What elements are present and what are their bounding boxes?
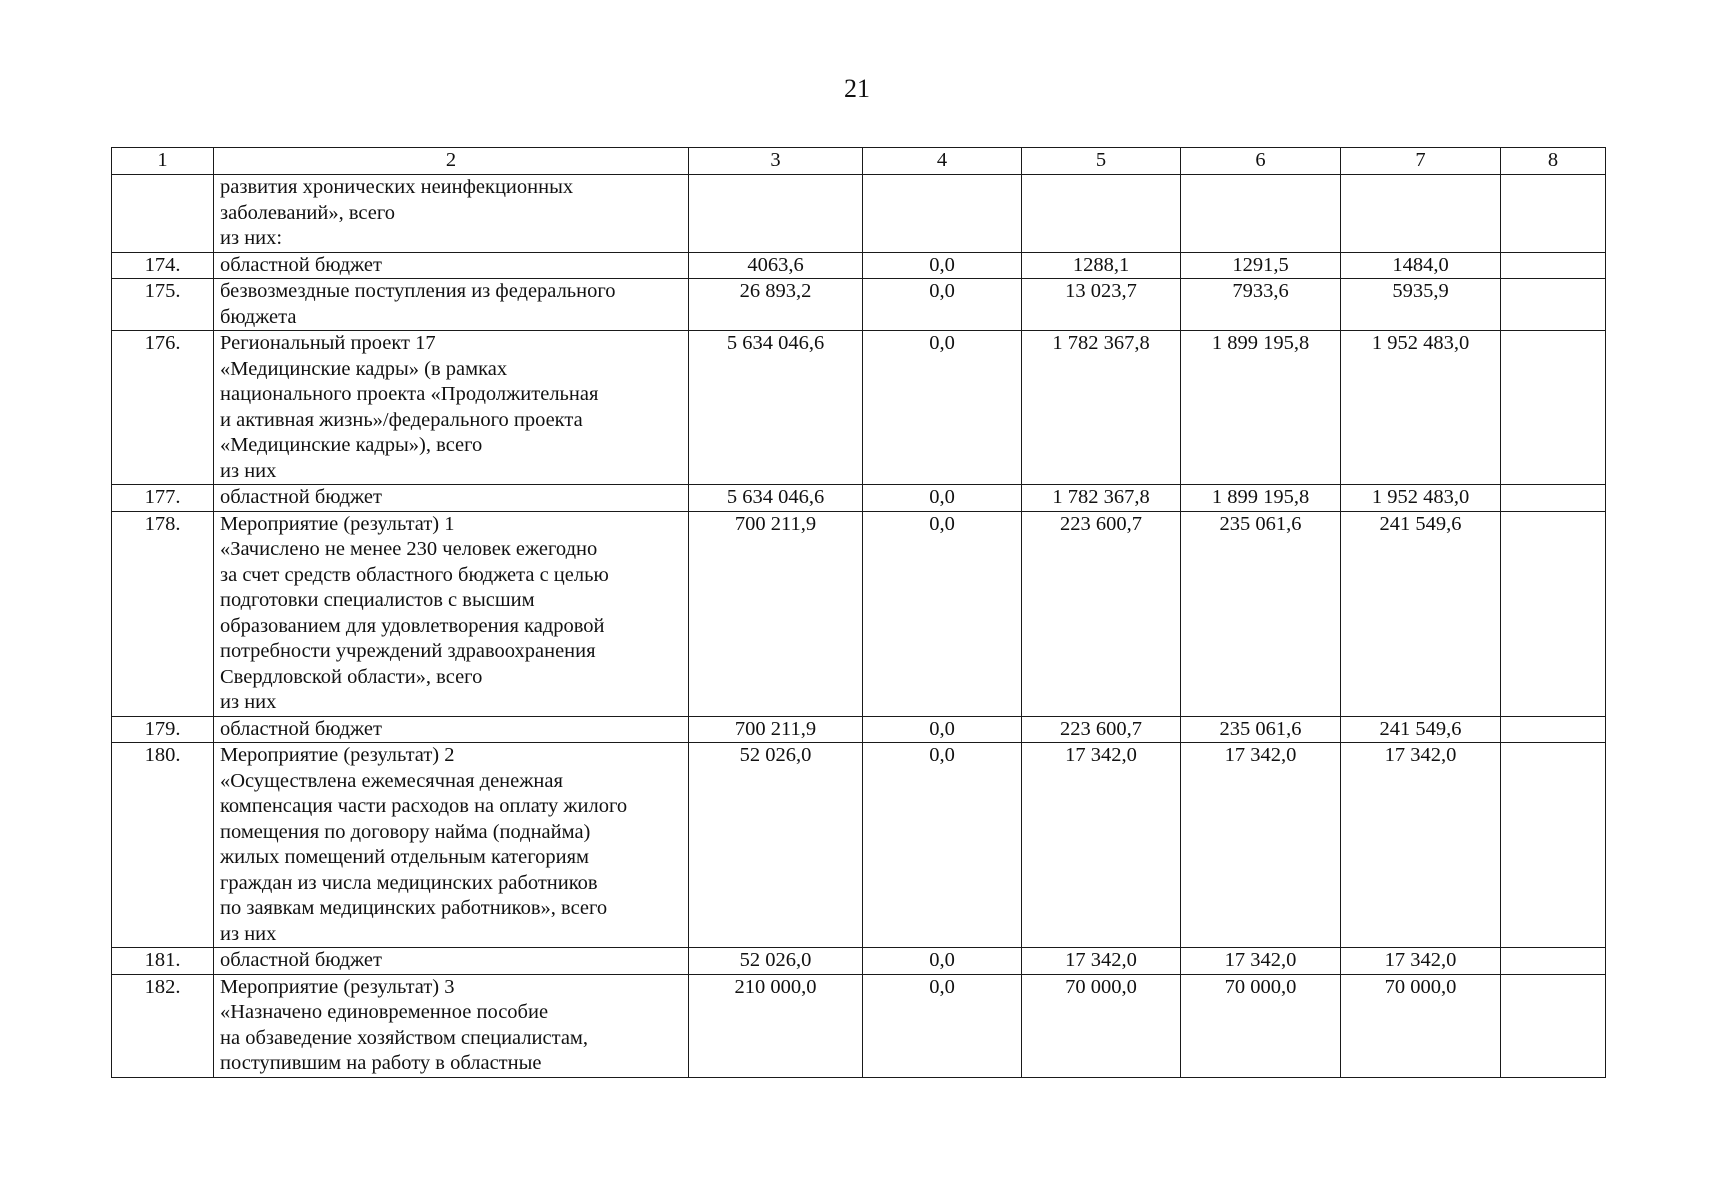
cell-col8 [1501, 331, 1606, 485]
row-number: 175. [112, 279, 214, 331]
cell-col4: 0,0 [863, 716, 1022, 743]
cell-col5: 13 023,7 [1022, 279, 1181, 331]
cell-col6: 1 899 195,8 [1181, 331, 1341, 485]
cell-col3: 700 211,9 [689, 511, 863, 716]
table-body [112, 175, 1606, 1078]
cell-col7: 17 342,0 [1341, 743, 1501, 948]
column-header: 4 [863, 148, 1022, 175]
cell-col8 [1501, 948, 1606, 975]
cell-col7: 1484,0 [1341, 252, 1501, 279]
row-number: 178. [112, 511, 214, 716]
column-header: 1 [112, 148, 214, 175]
page-number: 21 [844, 74, 870, 103]
row-description: областной бюджет [214, 716, 689, 743]
budget-table [111, 147, 1606, 1078]
cell-col5: 70 000,0 [1022, 974, 1181, 1077]
cell-col3: 4063,6 [689, 252, 863, 279]
cell-col8 [1501, 974, 1606, 1077]
cell-col3: 52 026,0 [689, 743, 863, 948]
cell-col3: 5 634 046,6 [689, 331, 863, 485]
table-row [112, 279, 1606, 331]
cell-col5: 1288,1 [1022, 252, 1181, 279]
row-description: областной бюджет [214, 948, 689, 975]
row-description: Мероприятие (результат) 3 «Назначено единовременное пособие на обзаведение хозяйством специалистам, поступившим на работу в областные [214, 974, 689, 1077]
row-description: безвозмездные поступления из федерального бюджета [214, 279, 689, 331]
cell-col4: 0,0 [863, 331, 1022, 485]
cell-col5: 17 342,0 [1022, 948, 1181, 975]
cell-col8 [1501, 252, 1606, 279]
table-row [112, 511, 1606, 716]
cell-col4 [863, 175, 1022, 253]
cell-col4: 0,0 [863, 743, 1022, 948]
row-number: 176. [112, 331, 214, 485]
cell-col5 [1022, 175, 1181, 253]
cell-col3: 5 634 046,6 [689, 485, 863, 512]
cell-col7: 70 000,0 [1341, 974, 1501, 1077]
row-number: 177. [112, 485, 214, 512]
cell-col6: 1291,5 [1181, 252, 1341, 279]
row-number: 179. [112, 716, 214, 743]
cell-col5: 17 342,0 [1022, 743, 1181, 948]
cell-col5: 1 782 367,8 [1022, 331, 1181, 485]
cell-col8 [1501, 511, 1606, 716]
column-header: 8 [1501, 148, 1606, 175]
cell-col6: 235 061,6 [1181, 511, 1341, 716]
row-description: областной бюджет [214, 485, 689, 512]
row-number: 182. [112, 974, 214, 1077]
cell-col7: 241 549,6 [1341, 716, 1501, 743]
cell-col3 [689, 175, 863, 253]
table-row [112, 716, 1606, 743]
row-number: 180. [112, 743, 214, 948]
cell-col4: 0,0 [863, 511, 1022, 716]
table-row [112, 331, 1606, 485]
cell-col8 [1501, 485, 1606, 512]
cell-col6: 235 061,6 [1181, 716, 1341, 743]
cell-col6: 1 899 195,8 [1181, 485, 1341, 512]
cell-col8 [1501, 716, 1606, 743]
cell-col4: 0,0 [863, 485, 1022, 512]
table-row [112, 948, 1606, 975]
cell-col5: 1 782 367,8 [1022, 485, 1181, 512]
cell-col5: 223 600,7 [1022, 511, 1181, 716]
row-number [112, 175, 214, 253]
cell-col7: 1 952 483,0 [1341, 485, 1501, 512]
cell-col6: 70 000,0 [1181, 974, 1341, 1077]
cell-col8 [1501, 743, 1606, 948]
row-description: областной бюджет [214, 252, 689, 279]
table-row [112, 175, 1606, 253]
table-row [112, 974, 1606, 1077]
cell-col3: 26 893,2 [689, 279, 863, 331]
cell-col8 [1501, 279, 1606, 331]
row-description: развития хронических неинфекционных заболеваний», всего из них: [214, 175, 689, 253]
table-row [112, 252, 1606, 279]
row-number: 181. [112, 948, 214, 975]
cell-col4: 0,0 [863, 279, 1022, 331]
cell-col7: 5935,9 [1341, 279, 1501, 331]
cell-col6: 7933,6 [1181, 279, 1341, 331]
cell-col6: 17 342,0 [1181, 743, 1341, 948]
cell-col3: 210 000,0 [689, 974, 863, 1077]
cell-col5: 223 600,7 [1022, 716, 1181, 743]
row-description: Мероприятие (результат) 1 «Зачислено не менее 230 человек ежегодно за счет средств областного бюджета с целью подготовки специалистов с высшим образованием для удовлетворения кадровой потребности учреждений здравоохранения Свердловской области», всего из них [214, 511, 689, 716]
cell-col7: 17 342,0 [1341, 948, 1501, 975]
row-description: Региональный проект 17 «Медицинские кадры» (в рамках национального проекта «Продолжительная и активная жизнь»/федерального проекта «Медицинские кадры»), всего из них [214, 331, 689, 485]
column-header: 7 [1341, 148, 1501, 175]
column-header: 2 [214, 148, 689, 175]
table-header-row [112, 148, 1606, 175]
column-header: 3 [689, 148, 863, 175]
cell-col6: 17 342,0 [1181, 948, 1341, 975]
cell-col6 [1181, 175, 1341, 253]
cell-col4: 0,0 [863, 948, 1022, 975]
row-description: Мероприятие (результат) 2 «Осуществлена ежемесячная денежная компенсация части расходов на оплату жилого помещения по договору найма (поднайма) жилых помещений отдельным категориям граждан из числа медицинских работников по заявкам медицинских работников», всего из них [214, 743, 689, 948]
table-row [112, 485, 1606, 512]
row-number: 174. [112, 252, 214, 279]
cell-col7: 1 952 483,0 [1341, 331, 1501, 485]
column-header: 6 [1181, 148, 1341, 175]
cell-col8 [1501, 175, 1606, 253]
column-header: 5 [1022, 148, 1181, 175]
cell-col7 [1341, 175, 1501, 253]
cell-col7: 241 549,6 [1341, 511, 1501, 716]
cell-col3: 52 026,0 [689, 948, 863, 975]
table-row [112, 743, 1606, 948]
cell-col4: 0,0 [863, 974, 1022, 1077]
cell-col3: 700 211,9 [689, 716, 863, 743]
cell-col4: 0,0 [863, 252, 1022, 279]
